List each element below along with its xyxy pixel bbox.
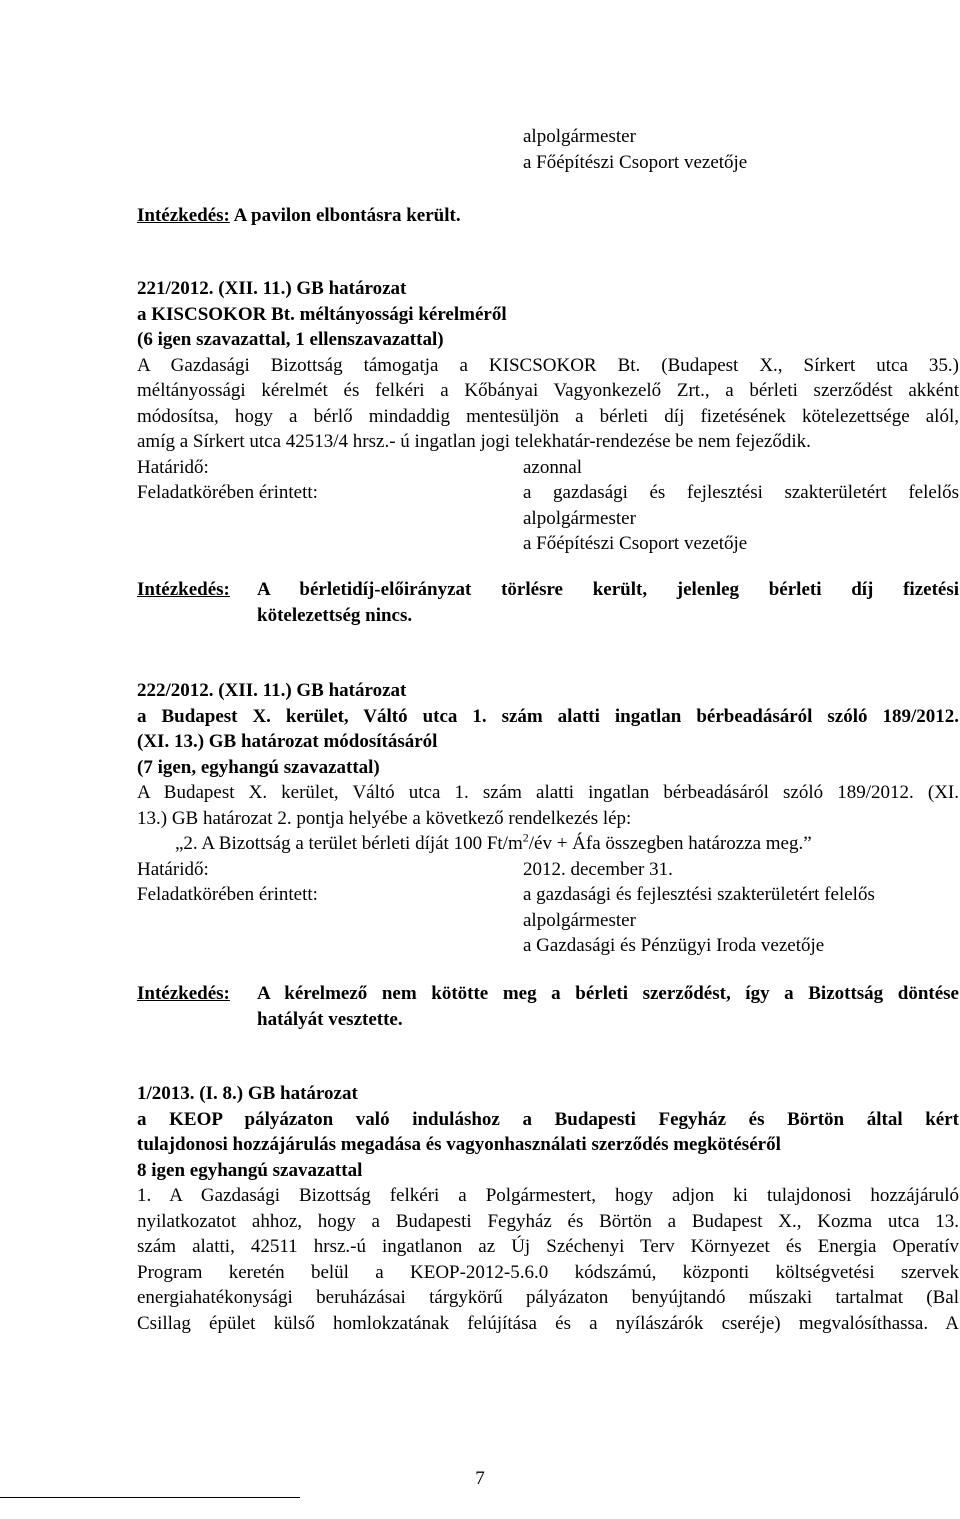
resolution-title: (XI. 13.) GB határozat módosításáról — [137, 731, 438, 752]
resolution-body-line: A Budapest X. kerület, Váltó utca 1. szám alatti ingatlan bérbeadásáról szóló 189/2012. (XI. — [137, 782, 959, 803]
resolution-body-line: A Gazdasági Bizottság támogatja a KISCSOKOR Bt. (Budapest X., Sírkert utca 35.) — [137, 354, 959, 376]
feladat-value: a gazdasági és fejlesztési szakterületért felelős — [523, 884, 875, 905]
feladat-row — [137, 480, 959, 506]
intezkedes-label: Intézkedés: — [137, 983, 230, 1004]
resolution-title: a KEOP pályázaton való induláshoz a Budapesti Fegyház és Börtön által kért — [137, 1108, 959, 1130]
feladat-label: Feladatkörében érintett: — [137, 884, 318, 905]
resolution-body-line: amíg a Sírkert utca 42513/4 hrsz.- ú ingatlan jogi telekhatár-rendezése be nem fejeződik. — [137, 431, 811, 452]
feladat-value: a Főépítészi Csoport vezetője — [523, 533, 748, 554]
resolution-body-line: módosítsa, hogy a bérlő mindaddig mentesüljön a bérleti díj fizetésének kötelezettsége alól, — [137, 405, 959, 427]
intezkedes-text: hatályát vesztette. — [257, 1008, 403, 1030]
resolution-body-line: nyilatkozatot ahhoz, hogy a Budapesti Fegyház és Börtön a Budapest X., Kozma utca 13. — [137, 1210, 959, 1232]
top-signatories — [137, 124, 959, 175]
intezkedes-text: A kérelmező nem kötötte meg a bérleti szerződést, így a Bizottság döntése — [257, 983, 959, 1004]
resolution-number: 222/2012. (XII. 11.) GB határozat — [137, 680, 407, 701]
feladat-value: a gazdasági és fejlesztési szakterületért felelős — [523, 482, 959, 503]
footer-rule — [0, 1497, 300, 1498]
feladat-value: a Gazdasági és Pénzügyi Iroda vezetője — [523, 935, 825, 956]
resolution-body-line: szám alatti, 42511 hrsz.-ú ingatlanon az Új Széchenyi Terv Környezet és Energia Operatív — [137, 1236, 959, 1257]
feladat-row — [137, 882, 959, 908]
intezkedes-text: A pavilon elbontásra került. — [229, 205, 461, 226]
hatarido-value: azonnal — [523, 456, 583, 478]
feladat-value: alpolgármester — [523, 909, 636, 931]
resolution-body-line: Program keretén belül a KEOP-2012-5.6.0 kódszámú, központi költségvetési szervek — [137, 1261, 959, 1283]
intezkedes-222 — [137, 981, 959, 1032]
resolution-body-line: energiahatékonysági beruházásai tárgykörű pályázaton benyújtandó műszaki tartalmat (Bal — [137, 1287, 959, 1308]
intezkedes-text: kötelezettség nincs. — [257, 604, 413, 626]
resolution-221-2012 — [137, 276, 959, 557]
signatory-line: a Főépítészi Csoport vezetője — [523, 151, 748, 173]
hatarido-value: 2012. december 31. — [523, 858, 673, 880]
quoted-provision: „2. A Bizottság a terület bérleti díját 100 $Ft/m^2/év$ + Áfa összegben határozza meg.” — [175, 830, 812, 854]
feladat-label: Feladatkörében érintett: — [137, 482, 318, 503]
resolution-vote: (6 igen szavazattal, 1 ellenszavazattal) — [137, 329, 444, 350]
resolution-1-2013 — [137, 1081, 959, 1336]
hatarido-label: Határidő: — [137, 858, 209, 880]
page-number: 7 — [475, 1468, 485, 1489]
hatarido-label: Határidő: — [137, 456, 209, 478]
resolution-title: a Budapest X. kerület, Váltó utca 1. szám alatti ingatlan bérbeadásáról szóló 189/2012. — [137, 705, 959, 727]
resolution-number: 221/2012. (XII. 11.) GB határozat — [137, 278, 407, 299]
resolution-number: 1/2013. (I. 8.) GB határozat — [137, 1083, 358, 1104]
resolution-title: a KISCSOKOR Bt. méltányossági kérelméről — [137, 303, 507, 325]
resolution-body-line: méltányossági kérelmét és felkéri a Kőbányai Vagyonkezelő Zrt., a bérleti szerződést akként — [137, 380, 959, 401]
intezkedes-pavilon — [137, 203, 959, 229]
hatarido-row — [137, 455, 959, 481]
feladat-value: alpolgármester — [523, 507, 636, 529]
intezkedes-221 — [137, 577, 959, 628]
resolution-body-line: 13.) GB határozat 2. pontja helyébe a következő rendelkezés lép: — [137, 807, 632, 829]
intezkedes-label: Intézkedés: — [137, 579, 230, 600]
resolution-body-line: Csillag épület külső homlokzatának felújítása és a nyílászárók cseréje) megvalósíthassa. A — [137, 1312, 959, 1334]
intezkedes-label: Intézkedés: — [137, 205, 230, 226]
resolution-vote: (7 igen, egyhangú szavazattal) — [137, 756, 380, 778]
resolution-vote: 8 igen egyhangú szavazattal — [137, 1159, 363, 1181]
signatory-line: alpolgármester — [523, 126, 636, 147]
intezkedes-text: A bérletidíj-előirányzat törlésre került, jelenleg bérleti díj fizetési — [257, 579, 959, 600]
hatarido-row — [137, 857, 959, 883]
resolution-222-2012 — [137, 678, 959, 959]
resolution-title: tulajdonosi hozzájárulás megadása és vagyonhasználati szerződés megkötéséről — [137, 1134, 781, 1155]
resolution-body-line: 1. A Gazdasági Bizottság felkéri a Polgármestert, hogy adjon ki tulajdonosi hozzájáruló — [137, 1185, 959, 1206]
